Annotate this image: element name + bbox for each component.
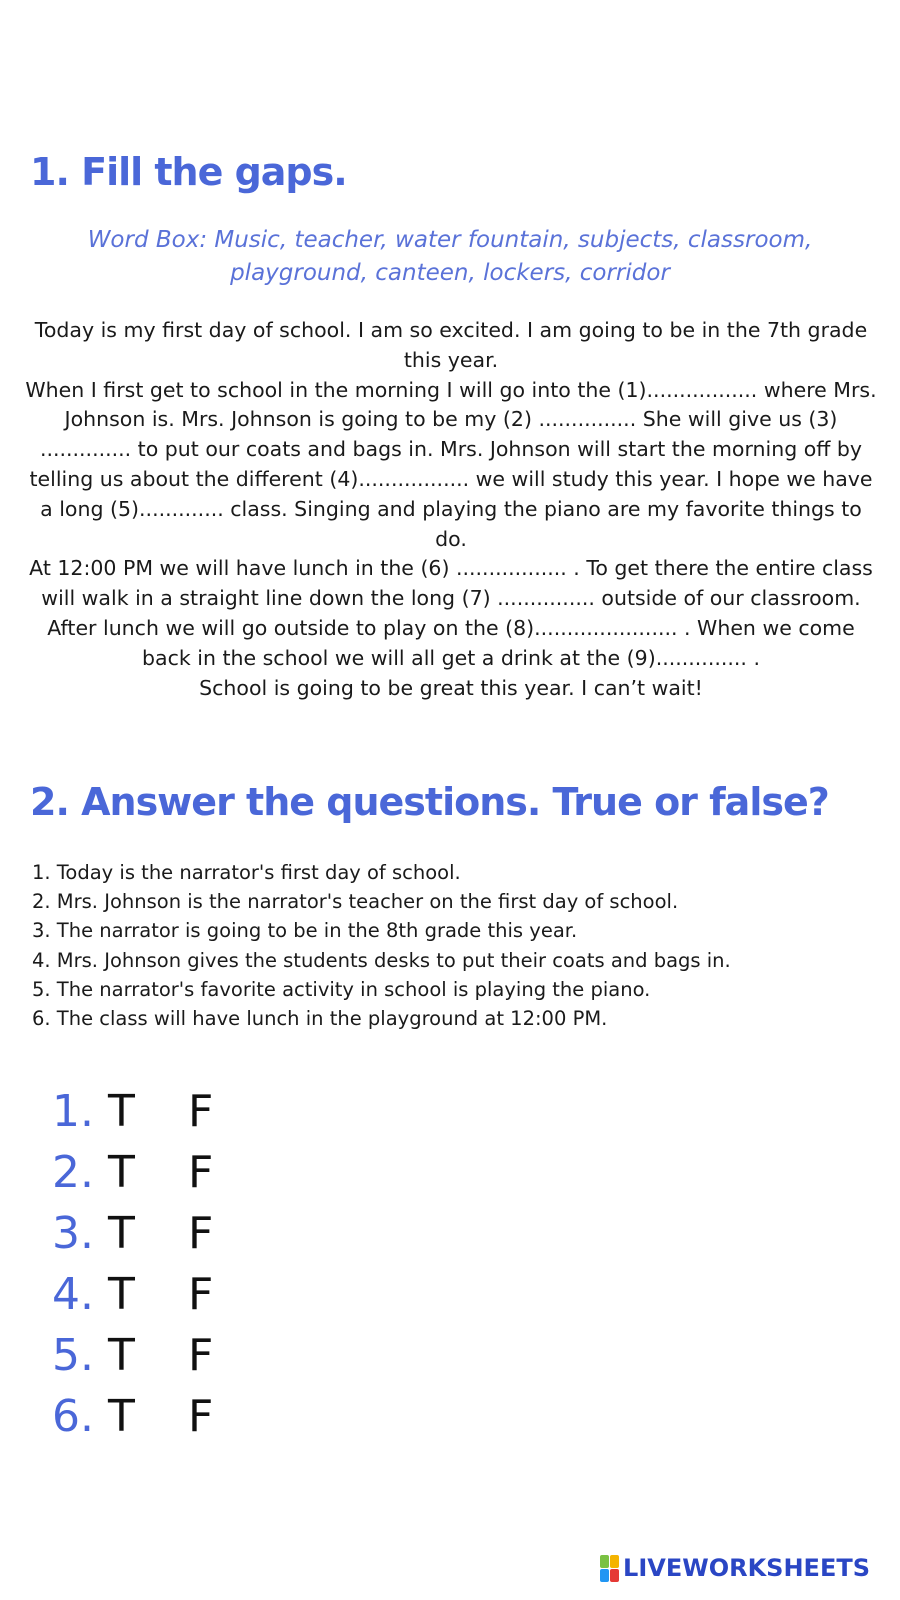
false-option[interactable]: F [188,1147,214,1198]
question-item: 2. Mrs. Johnson is the narrator's teacher on the first day of school. [32,890,679,914]
false-option[interactable]: F [188,1391,214,1442]
passage-paragraph: Today is my first day of school. I am so excited. I am going to be in the 7th grade this year. [34,318,868,372]
reading-passage [22,316,880,703]
answer-number: 6. [52,1391,94,1442]
true-false-answers [32,1081,432,1447]
question-item: 3. The narrator is going to be in the 8th grade this year. [32,919,578,943]
section1-heading: 1. Fill the gaps. [30,150,347,194]
question-item: 1. Today is the narrator's first day of school. [32,861,461,884]
liveworksheets-logo-icon [600,1555,619,1582]
question-item: 6. The class will have lunch in the playground at 12:00 PM. [32,1007,608,1031]
section2-heading: 2. Answer the questions. True or false? [30,780,829,824]
answer-row [32,1325,432,1386]
answer-number: 5. [52,1330,94,1381]
answer-row [32,1142,432,1203]
answer-number: 1. [52,1086,94,1137]
answer-row [32,1203,432,1264]
false-option[interactable]: F [188,1208,214,1259]
word-box: Word Box: Music, teacher, water fountain, subjects, classroom, playground, canteen, lockers, corridor [87,227,813,286]
false-option[interactable]: F [188,1086,214,1137]
question-list [32,858,882,1033]
answer-row [32,1386,432,1447]
true-option[interactable]: T [108,1086,135,1137]
liveworksheets-brand [600,1554,870,1582]
true-option[interactable]: T [108,1269,135,1320]
brand-name: LIVEWORKSHEETS [623,1554,870,1582]
question-item: 5. The narrator's favorite activity in school is playing the piano. [32,977,651,1001]
passage-paragraph: When I first get to school in the morning I will go into the (1)................. where Mrs. Johnson is. Mrs. Johnson is going to be my (2) ............... She will give us (3) .............. to put our coats and bags in. Mrs. Johnson will start the morning off by telling us about the different (4)................. we will study this year. I hope we have a long (5)............. class. Singing and playing the piano are my favorite things to do. [25,377,877,551]
true-option[interactable]: T [108,1330,135,1381]
answer-row [32,1264,432,1325]
question-item: 4. Mrs. Johnson gives the students desks to put their coats and bags in. [32,948,731,972]
answer-number: 4. [52,1269,94,1320]
answer-row [32,1081,432,1142]
answer-number: 2. [52,1147,94,1198]
true-option[interactable]: T [108,1391,135,1442]
true-option[interactable]: T [108,1147,135,1198]
passage-paragraph: School is going to be great this year. I can’t wait! [199,675,703,700]
false-option[interactable]: F [188,1269,214,1320]
answer-number: 3. [52,1208,94,1259]
false-option[interactable]: F [188,1330,214,1381]
passage-paragraph: At 12:00 PM we will have lunch in the (6) ................. . To get there the entire class will walk in a straight line down the long (7) ............... outside of our classroom. After lunch we will go outside to play on the (8)...................... . When we come back in the school we will all get a drink at the (9).............. . [29,556,873,670]
true-option[interactable]: T [108,1208,135,1259]
